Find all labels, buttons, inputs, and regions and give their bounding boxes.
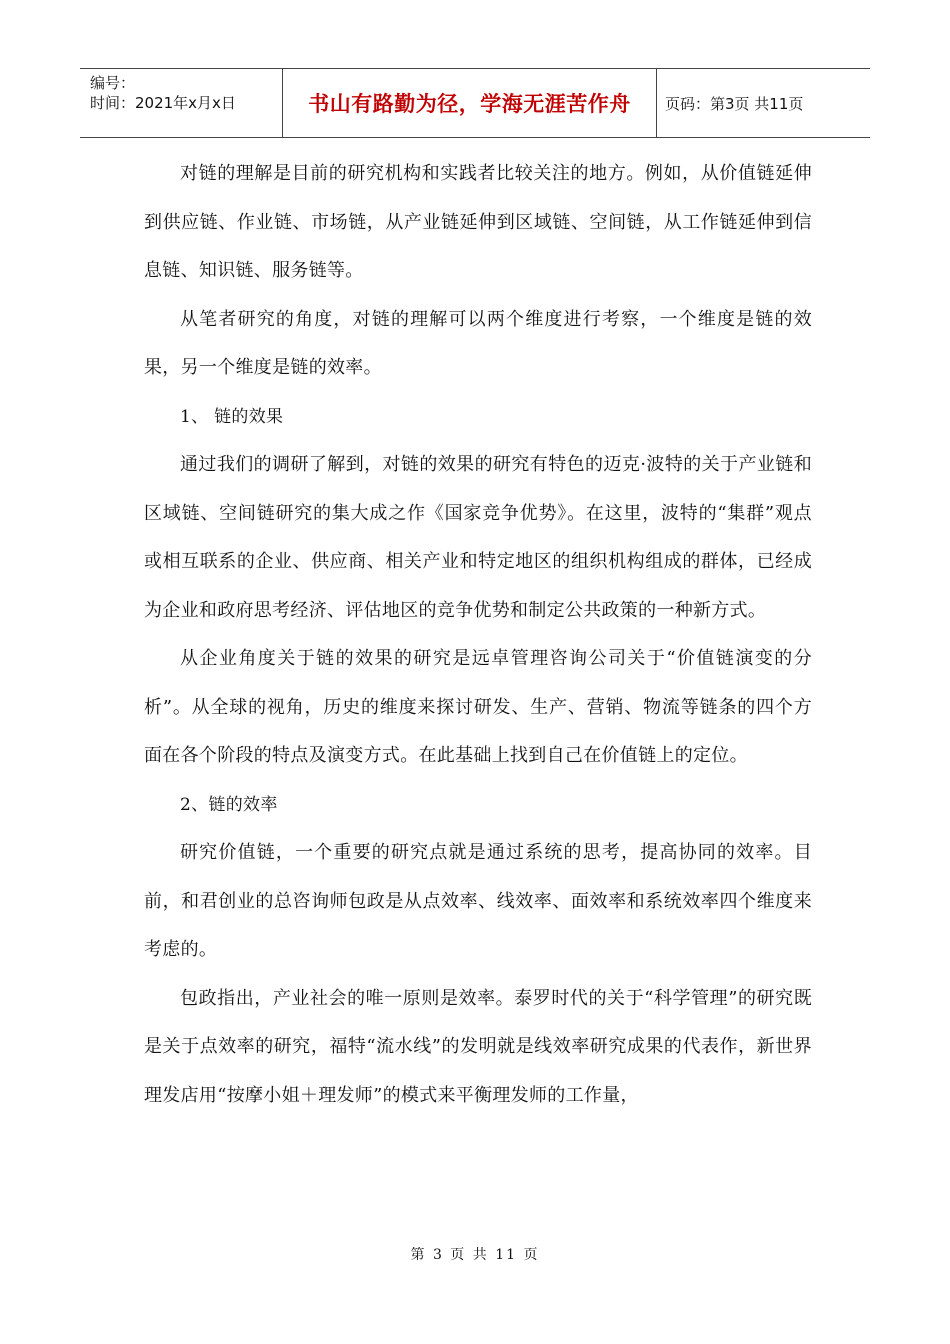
paragraph-value-chain-evolution: 从企业角度关于链的效果的研究是远卓管理咨询公司关于“价值链演变的分析”。从全球的视角，历史的维度来探讨研发、生产、营销、物流等链条的四个方面在各个阶段的特点及演变方式。在此基础上找到自己在价值链上的定位。 — [144, 648, 812, 766]
document-time-label: 时间：2021年x月x日 — [90, 94, 236, 112]
paragraph-efficiency-dimensions: 研究价值链，一个重要的研究点就是通过系统的思考，提高协同的效率。目前，和君创业的总咨询师包政是从点效率、线效率、面效率和系统效率四个维度来考虑的。 — [144, 842, 812, 960]
paragraph-two-dimensions: 从笔者研究的角度，对链的理解可以两个维度进行考察，一个维度是链的效果，另一个维度是链的效率。 — [144, 308, 812, 378]
section-heading-chain-effect: 1、 链的效果 — [180, 406, 284, 427]
header-page-info: 页码：第3页 共11页 — [665, 94, 804, 113]
paragraph-porter-research: 通过我们的调研了解到，对链的效果的研究有特色的迈克·波特的关于产业链和区域链、空间链研究的集大成之作《国家竞争优势》。在这里，波特的“集群”观点或相互联系的企业、供应商、相关产业和特定地区的组织机构组成的群体，已经成为企业和政府思考经济、评估地区的竞争优势和制定公共政策的一种新方式。 — [144, 454, 812, 621]
header-motto: 书山有路勤为径，学海无涯苦作舟 — [283, 69, 657, 137]
paragraph-chain-understanding: 对链的理解是目前的研究机构和实践者比较关注的地方。例如，从价值链延伸到供应链、作业链、市场链，从产业链延伸到区域链、空间链，从工作链延伸到信息链、知识链、服务链等。 — [144, 163, 812, 281]
paragraph-efficiency-principle: 包政指出，产业社会的唯一原则是效率。泰罗时代的关于“科学管理”的研究既是关于点效率的研究，福特“流水线”的发明就是线效率研究成果的代表作，新世界理发店用“按摩小姐＋理发师”的模式来平衡理发师的工作量， — [144, 987, 812, 1106]
header-meta — [80, 69, 283, 137]
page-header — [80, 68, 870, 138]
document-number-label: 编号： — [90, 74, 136, 92]
page-footer: 第 3 页 共 11 页 — [410, 1247, 540, 1263]
document-body — [144, 150, 812, 1120]
section-heading-chain-efficiency: 2、链的效率 — [180, 794, 278, 815]
